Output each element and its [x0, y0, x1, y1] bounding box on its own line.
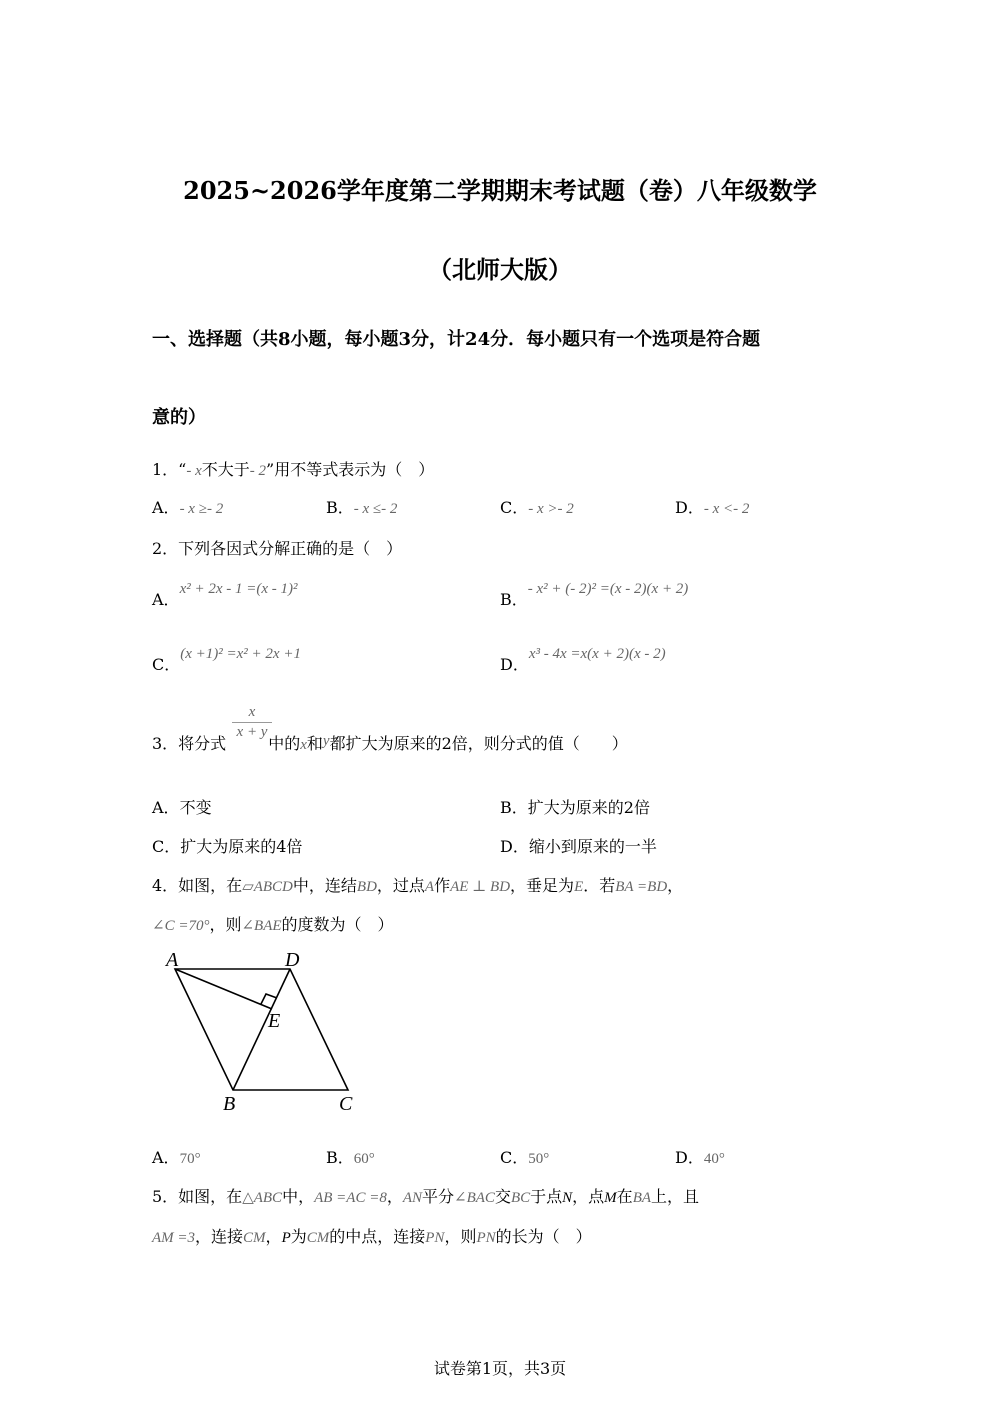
question-4-stem-line1: 4．如图，在▱ABCD中，连结BD，过点A作AE ⊥ BD，垂足为E．若BA =BD，	[152, 876, 684, 895]
diagonal-bd	[233, 969, 290, 1090]
q4-option-b[interactable]: B．60°	[326, 1148, 375, 1167]
perpendicular-ae	[175, 969, 272, 1009]
label-a: A	[166, 949, 179, 971]
q2-option-c[interactable]: C．(x +1)² =x² + 2x +1	[152, 646, 301, 674]
label-b: B	[223, 1093, 236, 1115]
q3-option-d[interactable]: D．缩小到原来的一半	[500, 837, 657, 856]
label-e: E	[268, 1010, 281, 1032]
exam-title: 2025~2026学年度第二学期期末考试题（卷）八年级数学	[183, 176, 817, 205]
q4-option-d[interactable]: D．40°	[675, 1148, 725, 1167]
q2-option-b[interactable]: B．- x² + (- 2)² =(x - 2)(x + 2)	[500, 581, 689, 609]
q3-option-c[interactable]: C．扩大为原来的4倍	[152, 837, 303, 856]
q3-option-a[interactable]: A．不变	[152, 798, 212, 817]
section-heading-cont: 意的）	[152, 407, 206, 428]
q3-fraction-denominator: x + y	[236, 724, 268, 740]
page-footer: 试卷第1页，共3页	[433, 1359, 567, 1378]
question-5-stem-line2: AM =3，连接CM，P为CM的中点，连接PN，则PN的长为（ ）	[152, 1227, 592, 1246]
label-c: C	[339, 1093, 353, 1115]
q1-option-d[interactable]: D．- x <- 2	[675, 498, 750, 517]
q3-fraction-bar	[232, 722, 272, 723]
q4-option-a[interactable]: A．70°	[152, 1148, 201, 1167]
q3-fraction-numerator: x	[248, 704, 256, 720]
q1-option-b[interactable]: B．- x ≤- 2	[326, 498, 398, 517]
q2-option-d[interactable]: D．x³ - 4x =x(x + 2)(x - 2)	[500, 646, 666, 674]
q1-option-c[interactable]: C．- x >- 2	[500, 498, 574, 517]
question-2-stem: 2．下列各因式分解正确的是（ ）	[152, 539, 403, 558]
question-1-stem: 1．“- x不大于- 2”用不等式表示为（ ）	[152, 460, 435, 479]
q1-option-a[interactable]: A．- x ≥- 2	[152, 498, 224, 517]
question-4-stem-line2: ∠C =70°，则∠BAE的度数为（ ）	[152, 915, 394, 934]
q3-option-b[interactable]: B．扩大为原来的2倍	[500, 798, 650, 817]
parallelogram-figure	[160, 945, 370, 1120]
question-3-stem: 3．将分式 中的x和y都扩大为原来的2倍，则分式的值（ ）	[152, 733, 628, 753]
q2-option-a[interactable]: A．x² + 2x - 1 =(x - 1)²	[152, 581, 298, 609]
label-d: D	[285, 949, 300, 971]
question-5-stem-line1: 5．如图，在△ABC中，AB =AC =8，AN平分∠BAC交BC于点N，点M在BA上，且	[152, 1187, 700, 1206]
section-heading: 一、选择题（共8小题，每小题3分，计24分．每小题只有一个选项是符合题	[152, 329, 761, 350]
exam-subtitle: （北师大版）	[428, 255, 572, 284]
q4-option-c[interactable]: C．50°	[500, 1148, 550, 1167]
